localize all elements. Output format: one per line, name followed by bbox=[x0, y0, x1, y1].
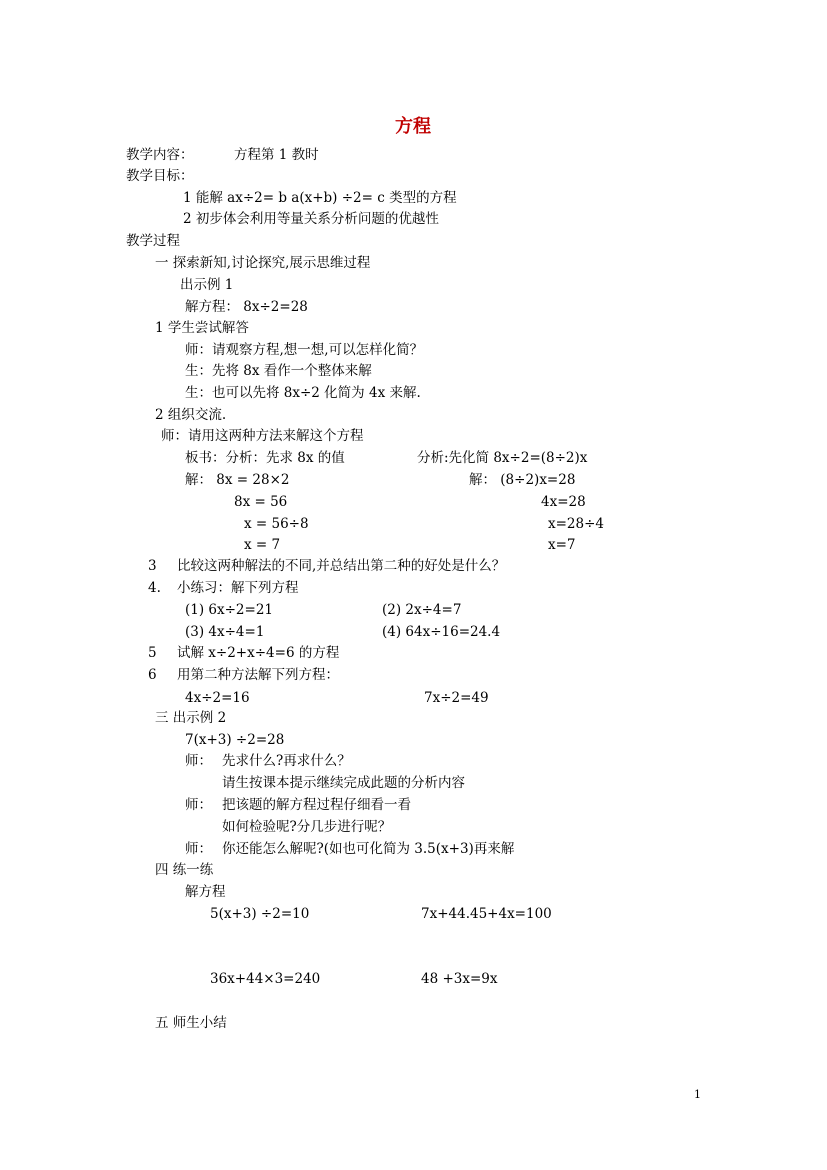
part4-subheading: 解方程 bbox=[185, 884, 226, 900]
part3-heading: 三 出示例 2 bbox=[155, 710, 227, 726]
solution-right-line: x=28÷4 bbox=[548, 516, 605, 532]
goals-label: 教学目标： bbox=[126, 168, 194, 184]
part4-heading: 四 练一练 bbox=[155, 862, 214, 878]
goal-1: 1 能解 ax÷2= b a(x+b) ÷2= c 类型的方程 bbox=[183, 190, 457, 206]
practice-item: (3) 4x÷4=1 bbox=[185, 624, 265, 640]
practice-item: (4) 64x÷16=24.4 bbox=[382, 624, 501, 640]
solution-left-line: x = 7 bbox=[244, 537, 281, 553]
practice-item: (1) 6x÷2=21 bbox=[185, 602, 274, 618]
solution-right-line: x=7 bbox=[548, 537, 576, 553]
teacher-question-1: 先求什么?再求什么？ bbox=[222, 753, 351, 769]
content-label: 教学内容： bbox=[126, 147, 194, 163]
step-3-number: 3 bbox=[148, 558, 157, 574]
step-1: 1 学生尝试解答 bbox=[155, 320, 249, 336]
page-number: 1 bbox=[694, 1088, 701, 1101]
teacher-label: 师： bbox=[185, 753, 212, 769]
step-5-number: 5 bbox=[148, 645, 157, 661]
teacher-label: 师： bbox=[185, 841, 212, 857]
part1-heading: 一 探索新知,讨论探究,展示思维过程 bbox=[155, 255, 371, 271]
teacher-question-2: 把该题的解方程过程仔细看一看 bbox=[222, 797, 411, 813]
exercise-equation: 36x+44×3=240 bbox=[210, 971, 321, 987]
teacher-note-1: 请生按课本提示继续完成此题的分析内容 bbox=[222, 775, 465, 791]
solution-right-line: 4x=28 bbox=[541, 494, 586, 510]
board-left: 板书：分析：先求 8x 的值 bbox=[185, 450, 345, 466]
solution-left-line: x = 56÷8 bbox=[244, 516, 309, 532]
step-6: 用第二种方法解下列方程： bbox=[177, 667, 339, 683]
example-1-equation: 解方程： 8x÷2=28 bbox=[185, 299, 308, 315]
teacher-question: 师：请观察方程,想一想,可以怎样化简？ bbox=[185, 342, 424, 358]
step-5: 试解 x÷2+x÷4=6 的方程 bbox=[177, 645, 340, 661]
teacher-request: 师：请用这两种方法来解这个方程 bbox=[161, 428, 364, 444]
exercise-equation: 48 +3x=9x bbox=[421, 971, 498, 987]
step-3: 比较这两种解法的不同,并总结出第二种的好处是什么？ bbox=[177, 558, 506, 574]
example-1: 出示例 1 bbox=[180, 277, 234, 293]
exercise-equation: 7x+44.45+4x=100 bbox=[421, 906, 552, 922]
student-answer-2: 生：也可以先将 8x÷2 化简为 4x 来解. bbox=[185, 385, 421, 401]
solution-right-line: 解： (8÷2)x=28 bbox=[469, 472, 576, 488]
solution-left-line: 解： 8x = 28×2 bbox=[185, 472, 290, 488]
page-title: 方程 bbox=[395, 116, 431, 137]
teacher-note-2: 如何检验呢?分几步进行呢？ bbox=[222, 819, 392, 835]
student-answer-1: 生：先将 8x 看作一个整体来解 bbox=[185, 363, 372, 379]
process-label: 教学过程 bbox=[126, 233, 180, 249]
board-right: 分析:先化简 8x÷2=(8÷2)x bbox=[417, 450, 588, 466]
step-4: 小练习：解下列方程 bbox=[177, 580, 299, 596]
solution-left-line: 8x = 56 bbox=[234, 494, 288, 510]
step-4-number: 4. bbox=[148, 580, 161, 596]
exercise-equation: 5(x+3) ÷2=10 bbox=[210, 906, 310, 922]
practice-item: (2) 2x÷4=7 bbox=[382, 602, 462, 618]
part5-heading: 五 师生小结 bbox=[155, 1015, 227, 1031]
step-6-equation: 4x÷2=16 bbox=[185, 690, 250, 706]
step-6-equation: 7x÷2=49 bbox=[424, 690, 489, 706]
content-value: 方程第 1 教时 bbox=[234, 147, 319, 163]
example-2-equation: 7(x+3) ÷2=28 bbox=[185, 732, 285, 748]
teacher-label: 师： bbox=[185, 797, 212, 813]
teacher-question-3: 你还能怎么解呢?(如也可化简为 3.5(x+3)再来解 bbox=[222, 841, 515, 857]
goal-2: 2 初步体会利用等量关系分析问题的优越性 bbox=[183, 211, 439, 227]
step-2: 2 组织交流. bbox=[155, 407, 227, 423]
step-6-number: 6 bbox=[148, 667, 157, 683]
